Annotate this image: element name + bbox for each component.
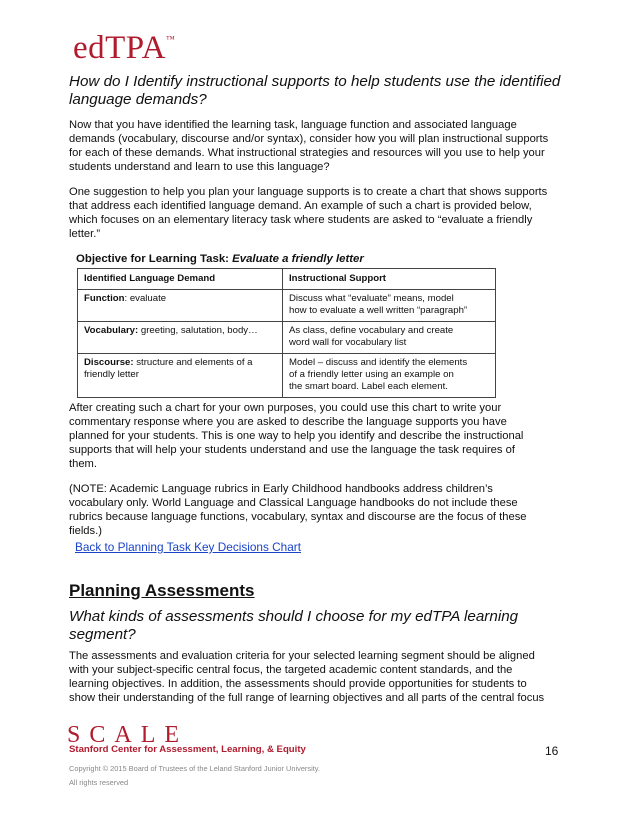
section1-paragraph-1: Now that you have identified the learning task, language function and associated language demands (vocabulary, discourse and/or syntax), consider how you will plan instructional supports for each of these demands. What instructional strategies and resources will you use to help your students understand and learn to use this language? xyxy=(69,119,549,173)
section2-paragraph: The assessments and evaluation criteria for your selected learning segment should be aligned with your subject-specific central focus, the targeted academic content standards, and the learning objectives. In addition, the assessments should provide opportunities for students to show their understanding of the full range of learning objectives and all parts of the central focus xyxy=(69,650,545,704)
edtpa-logo: edTPA™ xyxy=(73,30,176,66)
section1-heading: How do I Identify instructional supports to help students use the identified language demands? xyxy=(69,73,561,108)
section2-title: Planning Assessments xyxy=(69,581,255,600)
table-row xyxy=(78,322,496,354)
table-row xyxy=(78,290,496,322)
objective-task: Evaluate a friendly letter xyxy=(232,253,364,265)
table-cell-demand: Function: evaluate xyxy=(78,290,283,322)
table-row xyxy=(78,354,496,398)
table-cell-demand: Vocabulary: greeting, salutation, body… xyxy=(78,322,283,354)
section2-heading: What kinds of assessments should I choose for my edTPA learning segment? xyxy=(69,608,519,643)
scale-logo: SCALE xyxy=(67,722,189,748)
table-header-demand: Identified Language Demand xyxy=(78,269,283,290)
table-cell-support: Discuss what “evaluate” means, model how to evaluate a well written “paragraph” xyxy=(283,290,496,322)
scale-subtitle: Stanford Center for Assessment, Learning, & Equity xyxy=(69,744,306,755)
table-cell-demand: Discourse: structure and elements of a friendly letter xyxy=(78,354,283,398)
page-number: 16 xyxy=(545,744,559,758)
language-supports-table xyxy=(77,268,496,398)
note-paragraph: (NOTE: Academic Language rubrics in Early Childhood handbooks address children’s vocabulary only. World Language and Classical Language handbooks do not include these rubrics because language functions, vocabulary, syntax and discourse are the focus of these fields.) xyxy=(69,483,527,537)
back-to-planning-link[interactable]: Back to Planning Task Key Decisions Chart xyxy=(75,540,302,554)
section1-paragraph-2: One suggestion to help you plan your language supports is to create a chart that shows supports that address each identified language demand. An example of such a chart is provided below, which focuses on an elementary literacy task where students are asked to “evaluate a friendly letter.” xyxy=(69,186,548,240)
objective-label: Objective for Learning Task: Evaluate a friendly letter xyxy=(76,253,364,265)
table-header-row xyxy=(78,269,496,290)
table-header-support: Instructional Support xyxy=(283,269,496,290)
table-cell-support: As class, define vocabulary and create word wall for vocabulary list xyxy=(283,322,496,354)
copyright-text: Copyright © 2015 Board of Trustees of the Leland Stanford Junior University. All rights reserved xyxy=(69,764,320,787)
table-cell-support: Model – discuss and identify the elements of a friendly letter using an example on the smart board. Label each element. xyxy=(283,354,496,398)
paragraph-after-chart: After creating such a chart for your own purposes, you could use this chart to write your commentary response where you are asked to describe the language supports you have planned for your students. This is one way to help you identify and describe the instructional supports that will help your students understand and use the language the task requires of them. xyxy=(69,402,524,470)
